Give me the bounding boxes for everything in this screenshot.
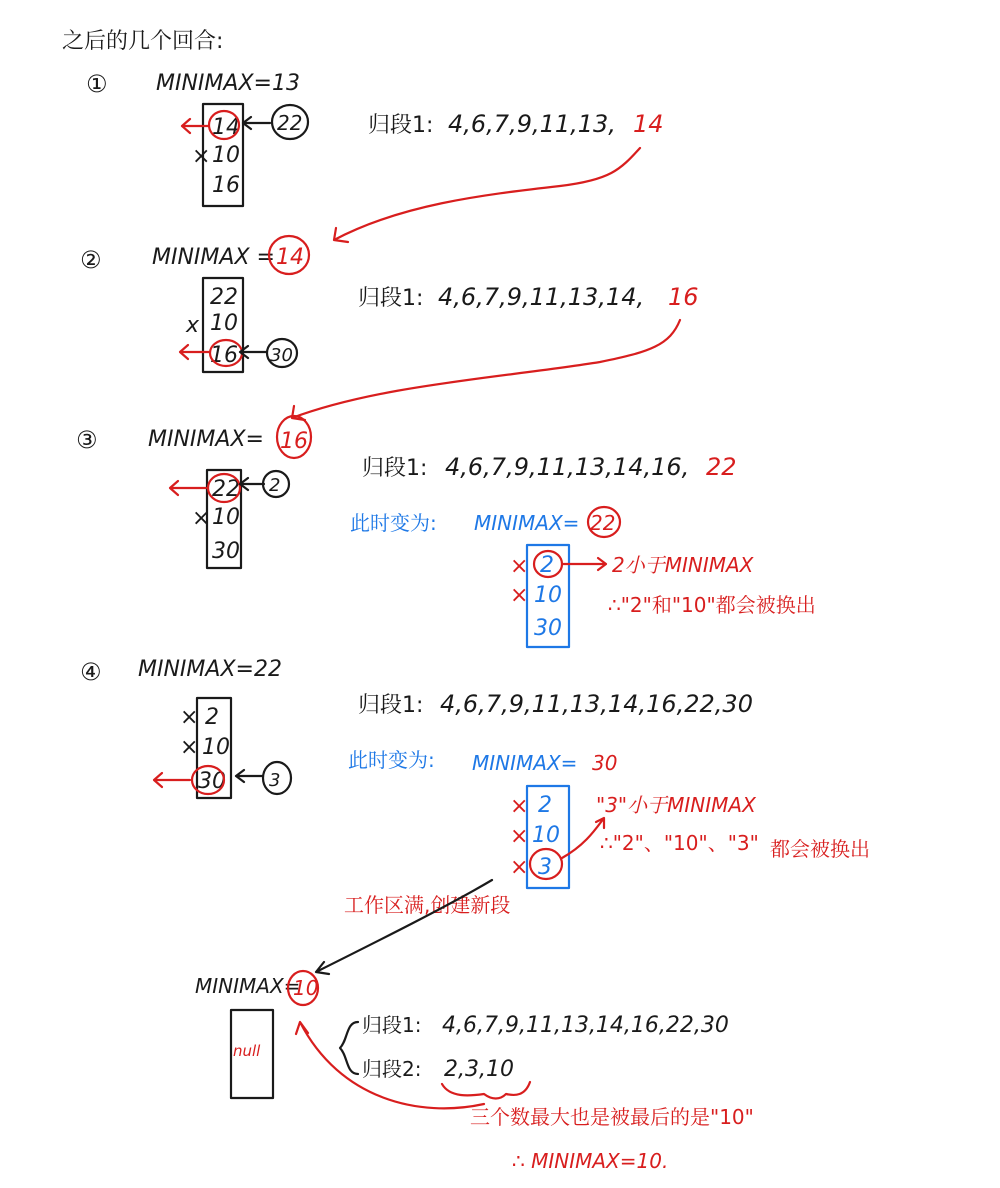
round-1-box-item-2: 10 [212, 143, 240, 168]
round-4-minimax: MINIMAX=22 [138, 657, 282, 682]
round-3-blue-item-1: 2 [540, 553, 554, 578]
final-segment-2-values: 2,3,10 [444, 1057, 514, 1082]
round-3-out-arrow [170, 481, 206, 495]
round-4-change-value: 30 [592, 751, 618, 775]
final-reason: 三个数最大也是被最后的是"10" [470, 1105, 754, 1129]
round-4-note-line-1: "3"小于MINIMAX [596, 793, 756, 817]
round-1-box-item-3: 16 [212, 173, 240, 198]
round-4-out-arrow [154, 773, 190, 787]
round-1-in-arrow [243, 117, 270, 129]
round-2-box-item-1: 22 [210, 285, 238, 310]
round-4-note-line-2: ∴"2"、"10"、"3" [600, 831, 759, 855]
round-4-blue-item-2: 10 [532, 823, 560, 848]
round-2-minimax-value: 14 [276, 245, 304, 270]
round-4-in-arrow [236, 770, 262, 782]
arrow-16-to-round-3 [292, 320, 680, 420]
round-2-segment-values: 4,6,7,9,11,13,14, [438, 283, 645, 311]
final-underbrace [442, 1082, 530, 1099]
round-3-blue-item-2: 10 [534, 583, 562, 608]
round-4-blue-item-1: 2 [538, 793, 552, 818]
final-box-null: null [233, 1042, 261, 1060]
round-3-blue-x-2: × [510, 583, 529, 608]
round-4-box-item-1: 2 [205, 705, 219, 730]
arrow-14-to-round-2 [334, 148, 640, 242]
round-3-in-arrow [240, 478, 264, 490]
round-3-segment-new: 22 [706, 453, 737, 481]
round-3-segment-values: 4,6,7,9,11,13,14,16, [445, 453, 690, 481]
round-4-marker: ④ [80, 658, 102, 686]
round-4-segment-label: 归段1: [358, 693, 424, 718]
final-minimax-label: MINIMAX= [195, 974, 301, 998]
round-2-box-item-2: 10 [210, 311, 238, 336]
round-2-marker: ② [80, 246, 102, 274]
round-2-box-item-3: 16 [210, 343, 238, 368]
round-3-change-label: 此时变为: [350, 511, 437, 535]
round-3-minimax-value: 16 [280, 429, 308, 454]
round-4-blue-x-2: × [510, 824, 529, 849]
round-1-x-mark: × [192, 144, 211, 169]
round-1-box-item-1: 14 [212, 115, 240, 140]
round-4-segment-values: 4,6,7,9,11,13,14,16,22,30 [440, 690, 753, 718]
round-2-minimax: MINIMAX = [152, 245, 275, 270]
heading: 之后的几个回合: [62, 29, 224, 54]
round-3-note-line-2: ∴"2"和"10"都会被换出 [608, 593, 816, 617]
round-3-note-line-1: 2小于MINIMAX [612, 553, 754, 577]
round-2-incoming: 30 [270, 345, 293, 366]
round-2-out-arrow [180, 345, 210, 359]
final-minimax-value: 10 [293, 976, 319, 1000]
round-1-incoming: 22 [277, 111, 303, 135]
round-2-segment-label: 归段1: [358, 286, 424, 311]
round-3-segment-label: 归段1: [362, 456, 428, 481]
final-conclusion: ∴ MINIMAX=10. [512, 1149, 669, 1173]
round-1-segment-label: 归段1: [368, 113, 434, 138]
round-3-change-value: 22 [590, 511, 616, 535]
round-3-change-minimax: MINIMAX= [474, 511, 580, 535]
round-3-blue-x-1: × [510, 554, 529, 579]
round-2-segment-new: 16 [668, 283, 699, 311]
round-4-change-label: 此时变为: [348, 748, 435, 772]
round-4-incoming: 3 [269, 770, 281, 791]
final-segment-1-values: 4,6,7,9,11,13,14,16,22,30 [442, 1013, 729, 1038]
round-2-in-arrow [240, 346, 266, 358]
round-3-box-item-3: 30 [212, 539, 240, 564]
final-segment-1-label: 归段1: [362, 1013, 422, 1037]
final-brace [340, 1022, 358, 1074]
round-3-minimax: MINIMAX= [148, 427, 264, 452]
final-segment-2-label: 归段2: [362, 1057, 422, 1081]
round-3-incoming: 2 [269, 475, 281, 496]
round-3-box-item-2: 10 [212, 505, 240, 530]
round-1-marker: ① [86, 70, 108, 98]
round-4-note-line-3: 都会被换出 [770, 837, 870, 861]
round-1-segment-new: 14 [633, 110, 664, 138]
round-3-x-mark: × [192, 506, 211, 531]
round-4-blue-x-1: × [510, 794, 529, 819]
round-4-blue-x-3: × [510, 855, 529, 880]
round-4-x-mark-1: × [180, 705, 199, 730]
round-4-box-item-2: 10 [202, 735, 230, 760]
round-3-box-item-1: 22 [212, 477, 240, 502]
workspace-full-note: 工作区满,创建新段 [344, 893, 511, 917]
round-2-x-mark: x [186, 313, 200, 338]
round-4-x-mark-2: × [180, 735, 199, 760]
round-1-minimax: MINIMAX=13 [156, 71, 300, 96]
round-1-segment-values: 4,6,7,9,11,13, [448, 110, 616, 138]
round-4-box-item-3: 30 [198, 769, 226, 794]
round-3-blue-item-3: 30 [534, 616, 562, 641]
round-4-blue-item-3: 3 [538, 855, 552, 880]
round-4-change-minimax: MINIMAX= [472, 751, 578, 775]
round-3-marker: ③ [76, 426, 98, 454]
